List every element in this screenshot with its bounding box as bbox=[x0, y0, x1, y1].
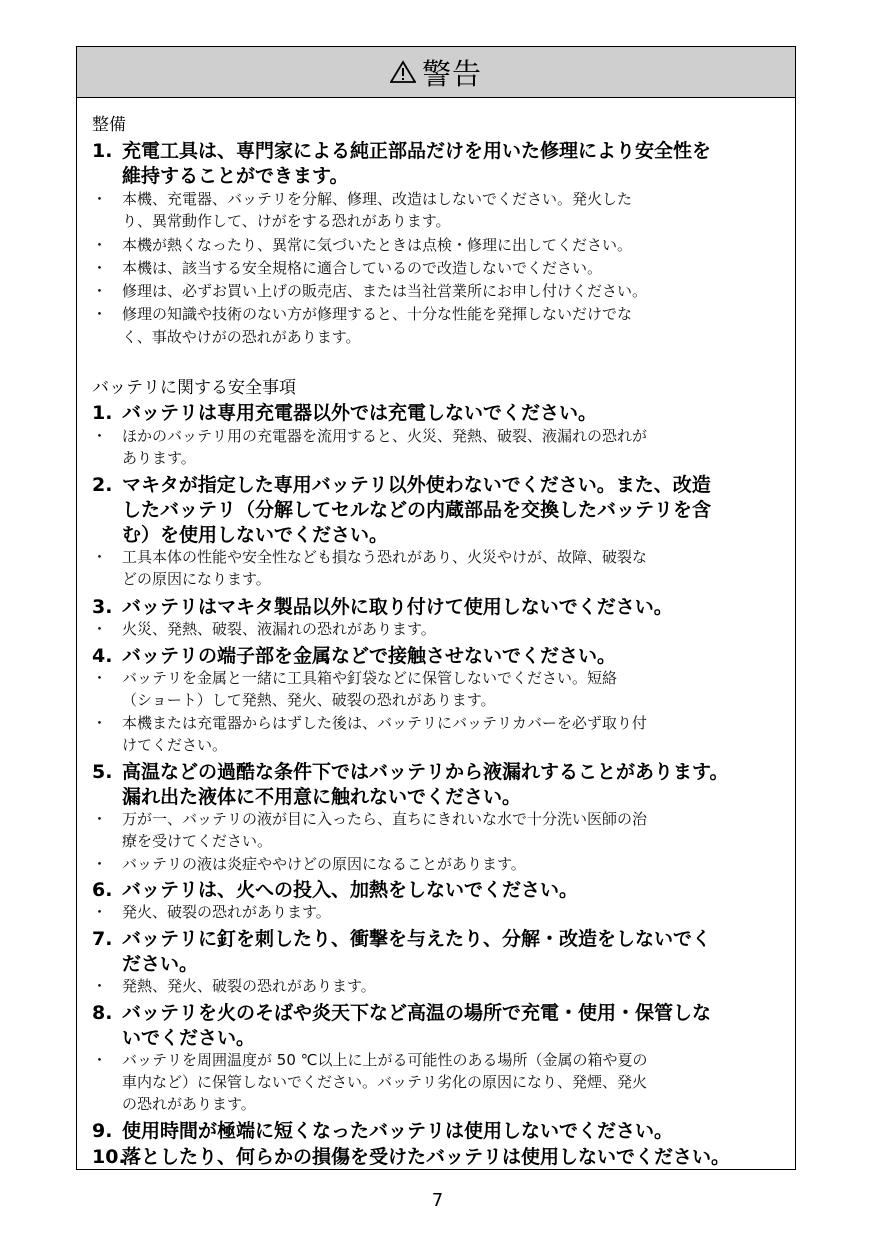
warning-box bbox=[76, 46, 796, 1170]
item-line: したバッテリ（分解してセルなどの内蔵部品を交換したバッテリを含 bbox=[122, 499, 712, 521]
item-line: いでください。 bbox=[122, 1027, 256, 1049]
item-line: 漏れ出た液体に不用意に触れないでください。 bbox=[122, 786, 522, 808]
warning-triangle-icon bbox=[390, 60, 416, 84]
note-line: ・ ほかのバッテリ用の充電器を流用すると、火災、発熱、破裂、液漏れの恐れが bbox=[92, 427, 648, 445]
note-line: ・ 本機は、該当する安全規格に適合しているので改造しないでください。 bbox=[92, 259, 603, 277]
note-line: ・ 発熱、発火、破裂の恐れがあります。 bbox=[92, 977, 376, 995]
item-line: 8. バッテリを火のそばや炎天下など高温の場所で充電・使用・保管しな bbox=[92, 1002, 712, 1024]
item-line: 1. 充電工具は、専門家による純正部品だけを用いた修理により安全性を bbox=[92, 140, 712, 162]
note-line: ・ 発火、破裂の恐れがあります。 bbox=[92, 903, 331, 921]
note-line: ・ バッテリを金属と一緒に工具箱や釘袋などに保管しないでください。短絡 bbox=[92, 669, 618, 687]
item-line: 10.落としたり、何らかの損傷を受けたバッテリは使用しないでください。 bbox=[92, 1146, 731, 1168]
note-line: ・ 修理の知識や技術のない方が修理すると、十分な性能を発揮しないだけでな bbox=[92, 305, 633, 323]
item-line: 6. バッテリは、火への投入、加熱をしないでください。 bbox=[92, 879, 579, 901]
note-line: ・ 修理は、必ずお買い上げの販売店、または当社営業所にお申し付けください。 bbox=[92, 282, 648, 300]
page-number: 7 bbox=[431, 1190, 444, 1211]
note-line: り、異常動作して、けがをする恐れがあります。 bbox=[122, 212, 451, 230]
item-line: 5. 高温などの過酷な条件下ではバッテリから液漏れすることがあります。 bbox=[92, 761, 729, 783]
item-line: 4. バッテリの端子部を金属などで接触させないでください。 bbox=[92, 645, 617, 667]
note-line: く、事故やけがの恐れがあります。 bbox=[122, 328, 361, 346]
note-line: ・ 工具本体の性能や安全性なども損なう恐れがあり、火災やけが、故障、破裂な bbox=[92, 548, 648, 566]
note-line: ・ 火災、発熱、破裂、液漏れの恐れがあります。 bbox=[92, 620, 436, 638]
section-title: 整備 bbox=[92, 115, 126, 135]
warning-title: 警告 bbox=[421, 56, 482, 91]
note-line: ・ 本機または充電器からはずした後は、バッテリにバッテリカバーを必ず取り付 bbox=[92, 714, 647, 732]
note-line: の恐れがあります。 bbox=[122, 1095, 256, 1113]
item-line: ださい。 bbox=[122, 953, 199, 975]
note-line: ・ 万が一、バッテリの液が目に入ったら、直ちにきれいな水で十分洗い医師の治 bbox=[92, 810, 648, 828]
note-line: ・ バッテリを周囲温度が 50 ℃以上に上がる可能性のある場所（金属の箱や夏の bbox=[92, 1051, 648, 1069]
item-line: 1. バッテリは専用充電器以外では充電しないでください。 bbox=[92, 402, 598, 424]
section-title: バッテリに関する安全事項 bbox=[92, 378, 296, 398]
note-line: どの原因になります。 bbox=[122, 570, 271, 588]
warning-header bbox=[77, 47, 795, 98]
note-line: 車内など）に保管しないでください。バッテリ劣化の原因になり、発煙、発火 bbox=[122, 1073, 648, 1091]
note-line: 療を受けてください。 bbox=[122, 832, 273, 850]
item-line: 7. バッテリに釘を刺したり、衝撃を与えたり、分解・改造をしないでく bbox=[92, 928, 712, 950]
item-line: 9. 使用時間が極端に短くなったバッテリは使用しないでください。 bbox=[92, 1120, 674, 1142]
note-line: ・ 本機が熱くなったり、異常に気づいたときは点検・修理に出してください。 bbox=[92, 236, 633, 254]
note-line: （ショート）して発熱、発火、破裂の恐れがあります。 bbox=[122, 691, 496, 709]
item-line: 3. バッテリはマキタ製品以外に取り付けて使用しないでください。 bbox=[92, 596, 673, 618]
note-line: けてください。 bbox=[122, 736, 228, 754]
note-line: ・ 本機、充電器、バッテリを分解、修理、改造はしないでください。発火した bbox=[92, 190, 633, 208]
item-line: 2. マキタが指定した専用バッテリ以外使わないでください。また、改造 bbox=[92, 474, 711, 496]
item-line: む）を使用しないでください。 bbox=[122, 524, 389, 546]
item-line: 維持することができます。 bbox=[122, 165, 349, 187]
note-line: ・ バッテリの液は炎症ややけどの原因になることがあります。 bbox=[92, 855, 526, 873]
note-line: あります。 bbox=[122, 449, 196, 467]
